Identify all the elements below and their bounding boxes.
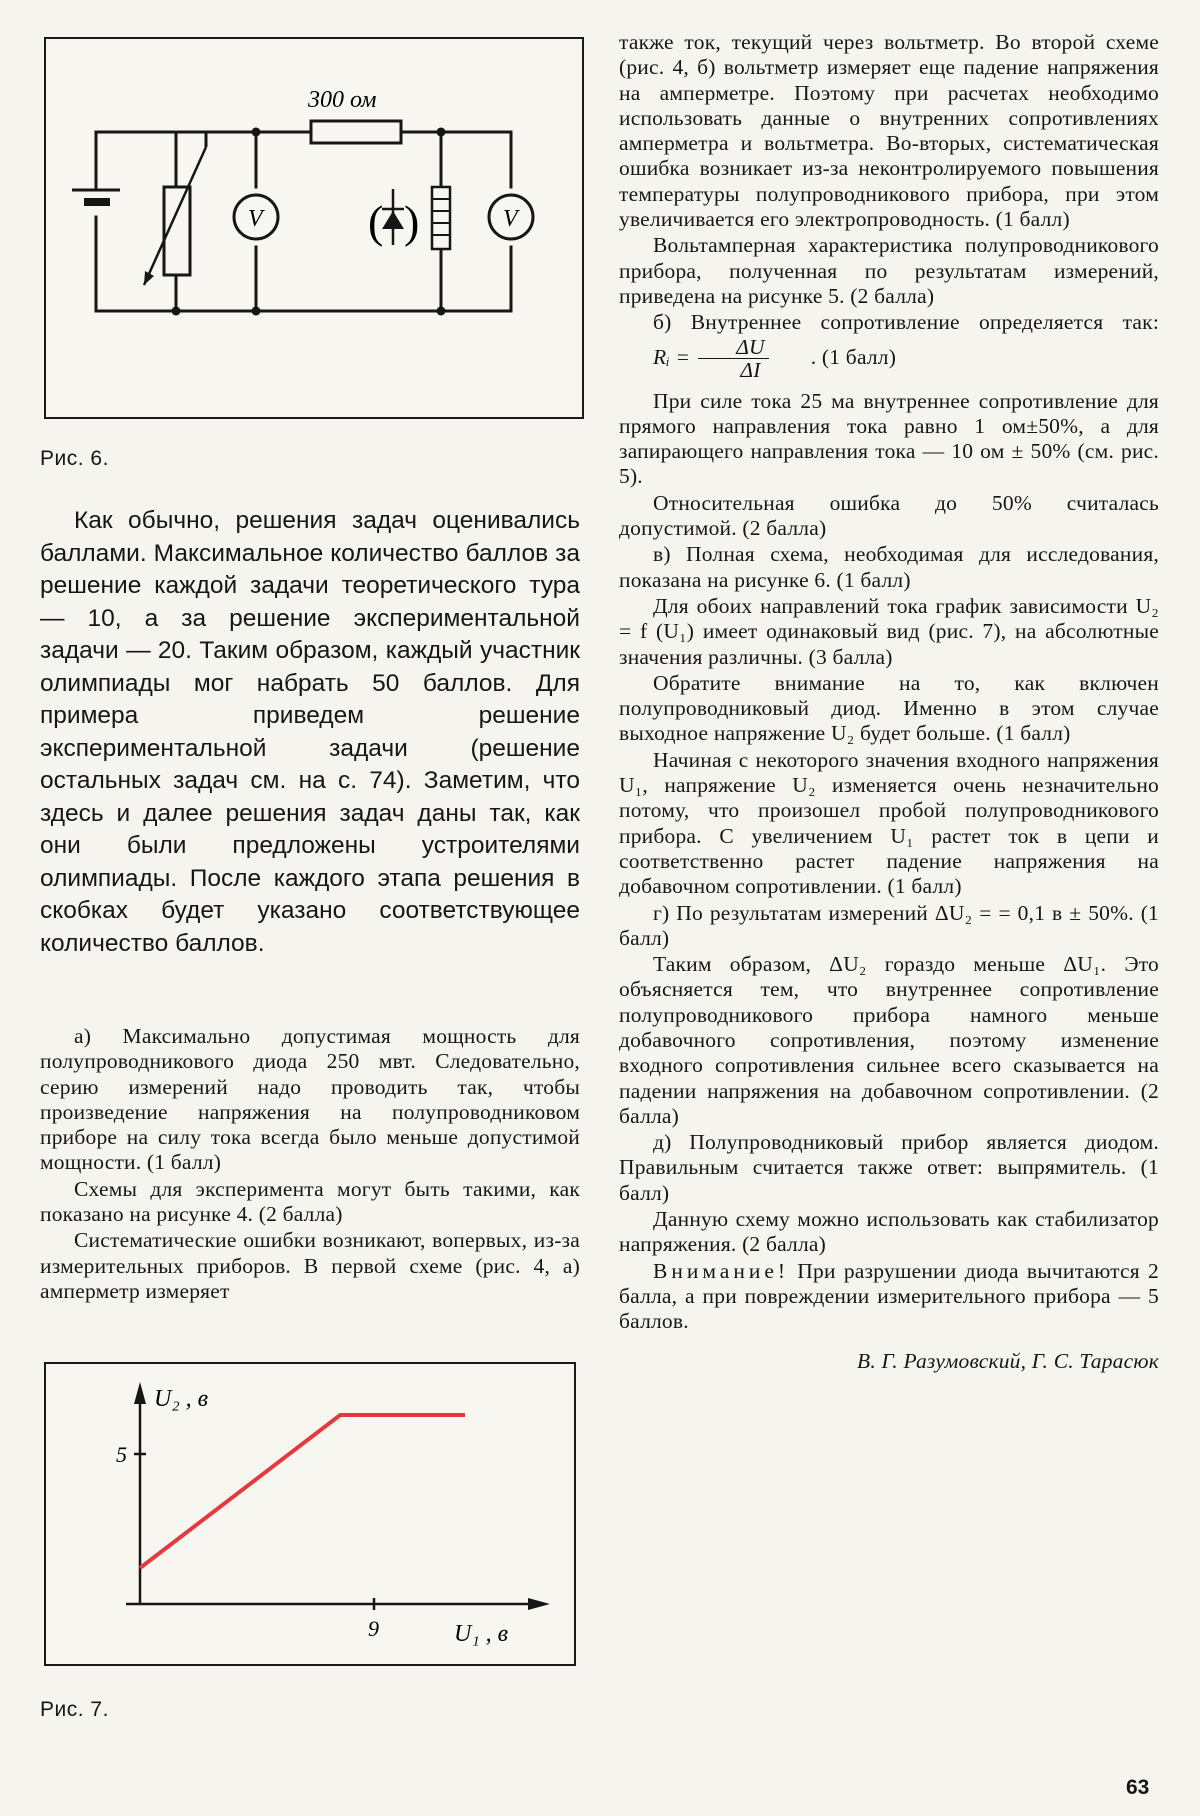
paragraph-vac: Вольтамперная характеристика полупроводникового прибора, полученная по результатам измерений, приведена на рисунке 5. (2 балла): [619, 233, 1159, 308]
x-tick-label: 9: [368, 1616, 379, 1641]
y-tick-label: 5: [116, 1442, 127, 1467]
intro-paragraph: Как обычно, решения задач оценивались баллами. Максимальное количество баллов за решение каждой задачи теоретического тура — 10, а за решение экспериментальной задачи — 20. Таким образом, каждый участник олимпиады мог набрать 50 баллов. Для примера приведем решение экспериментальной задачи (решение остальных задач см. на с. 74). Заметим, что здесь и далее решения задач даны так, как они были предложены устроителями олимпиады. После каждого этапа решения в скобках будет указано соответствующее количество баллов.: [40, 507, 580, 957]
right-column: [619, 30, 1159, 1375]
voltmeter-symbol: V: [503, 206, 518, 232]
wire-top-left: [96, 132, 176, 187]
paragraph-25ma: При силе тока 25 ма внутреннее сопротивление для прямого направления тока равно 1 ом±50%, а для запирающего направления тока — 10 ом ± 50% (см. рис. 5).: [619, 388, 1159, 489]
paragraph-breakdown: Начиная с некоторого значения входного напряжения U₁, напряжение U₂ изменяется очень незначительно потому, что произошел пробой полупроводникового прибора. С увеличением U₁ растет ток в цепи и соответственно растет падение напряжения на добавочном сопротивлении. (1 балл): [619, 747, 1159, 899]
resistor-300-ohm: [311, 121, 401, 143]
voltmeter-icon: [234, 195, 278, 239]
figure-7-chart: [44, 1362, 576, 1666]
svg-text:(: (: [368, 196, 384, 247]
authors-signature: В. Г. Разумовский, Г. С. Тарасюк: [857, 1348, 1159, 1373]
resistor-label: 300 ом: [308, 87, 377, 113]
paragraph-warning: Внимание! При разрушении диода вычитаются 2 балла, а при повреждении измерительного прибора — 5 баллов.: [619, 1258, 1159, 1334]
paragraph-graph: Для обоих направлений тока график зависимости U₂ = f (U₁) имеет одинаковый вид (рис. 7), на абсолютные значения различны. (3 балла): [619, 593, 1159, 669]
figure-7-caption: Рис. 7.: [40, 1698, 109, 1721]
voltmeter-icon: [489, 195, 533, 239]
x-axis-arrow-icon: [528, 1598, 550, 1610]
diode-icon: [368, 189, 419, 247]
paragraph-e: д) Полупроводниковый прибор является диодом. Правильным считается также ответ: выпрямитель. (1 балл): [619, 1130, 1159, 1205]
page-number: 63: [1126, 1776, 1150, 1799]
paragraph-stabilizer: Данную схему можно использовать как стабилизатор напряжения. (2 балла): [619, 1207, 1159, 1257]
series-line-u2: [140, 1415, 465, 1568]
voltmeter-symbol: V: [248, 206, 263, 232]
paragraph-d: г) По результатам измерений ΔU₂ = = 0,1 в ± 50%. (1 балл): [619, 900, 1159, 950]
semiconductor-element-icon: [432, 187, 450, 249]
left-column-solution: [40, 1024, 580, 1305]
paragraph-relative-error: Относительная ошибка до 50% считалась допустимой. (2 балла): [619, 490, 1159, 541]
left-column-intro: [40, 505, 580, 960]
y-axis-arrow-icon: [134, 1382, 146, 1404]
battery-icon: [72, 190, 120, 206]
warning-emphasis: Внимание!: [653, 1258, 790, 1283]
figure-6-caption: Рис. 6.: [40, 447, 109, 470]
paragraph-diode-attention: Обратите внимание на то, как включен полупроводниковый диод. Именно в этом случае выходное напряжение U₂ будет больше. (1 балл): [619, 670, 1159, 746]
chart-u2-vs-u1: [46, 1364, 574, 1664]
wire-top-right: [401, 132, 511, 187]
paragraph-a: а) Максимально допустимая мощность для полупроводникового диода 250 мвт. Следовательно, серию измерений надо проводить так, чтобы произведение напряжения на полупроводниковом приборе на силу тока всегда было меньше допустимой мощности. (1 балл): [40, 1024, 580, 1175]
svg-text:): ): [404, 196, 420, 247]
paragraph-continued: также ток, текущий через вольтметр. Во второй схеме (рис. 4, б) вольтметр измеряет еще падение напряжения на амперметре. Поэтому при расчетах необходимо использовать данные о внутренних сопротивлениях амперметра и вольтметра. Во-вторых, систематическая ошибка возникает из-за неконтролируемого повышения температуры полупроводникового прибора, при этом увеличивается его электропроводность. (1 балл): [619, 30, 1159, 232]
paragraph-b: б) Внутреннее сопротивление определяется так: Rᵢ = $\frac{\Delta U}{\Delta I}$ . (1 балл): [619, 310, 1159, 380]
figure-6-circuit: [44, 37, 584, 419]
circuit-diagram: [46, 39, 582, 417]
paragraph-errors: Систематические ошибки возникают, вопервых, из-за измерительных приборов. В первой схеме (рис. 4, а) амперметр измеряет: [40, 1228, 580, 1303]
paragraph-schemes: Схемы для эксперимента могут быть такими, как показано на рисунке 4. (2 балла): [40, 1176, 580, 1227]
formula-internal-resistance: Rᵢ = $\frac{\Delta U}{\Delta I}$ . (1 балл): [653, 334, 897, 382]
x-axis-label: U₁ , в: [454, 1621, 509, 1647]
y-axis-label: U₂ , в: [154, 1386, 209, 1412]
paragraph-c: в) Полная схема, необходимая для исследования, показана на рисунке 6. (1 балл): [619, 542, 1159, 592]
paragraph-conclusion: Таким образом, ΔU₂ гораздо меньше ΔU₁. Это объясняется тем, что внутреннее сопротивление полупроводникового прибора намного меньше добавочного сопротивления, поэтому изменение входного сопротивления сильнее всего сказывается на падении напряжения на добавочном сопротивлении. (2 балла): [619, 952, 1159, 1128]
